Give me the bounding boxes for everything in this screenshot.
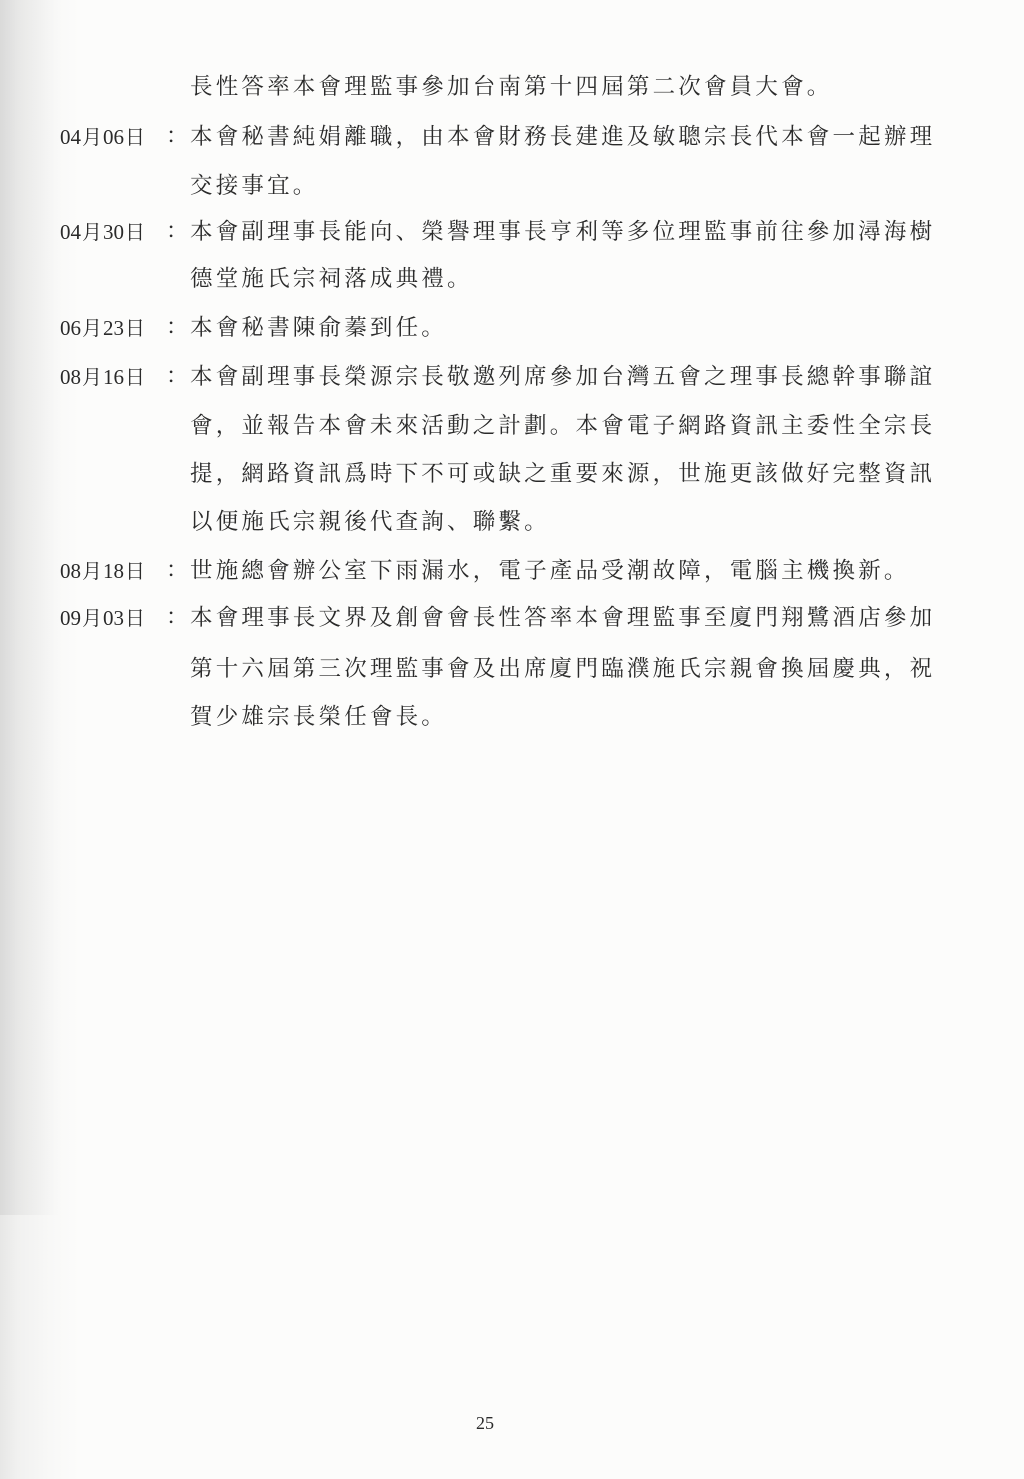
scan-edge-shadow <box>0 0 60 1215</box>
entry-separator: ： <box>166 219 189 244</box>
entry-text-line: 本會副理事長能向、榮譽理事長亨利等多位理監事前往參加潯海樹 <box>190 219 936 245</box>
entry-text-line: 會，並報告本會未來活動之計劃。本會電子網路資訊主委性全宗長 <box>190 413 936 439</box>
entry-month: 06 <box>60 316 81 340</box>
entry-text-line: 德堂施氏宗祠落成典禮。 <box>190 266 473 292</box>
page-number: 25 <box>476 1413 494 1433</box>
month-unit: 月 <box>82 606 102 630</box>
month-unit: 月 <box>82 559 102 583</box>
entry-date <box>60 313 146 343</box>
entry-text-line: 賀少雄宗長榮任會長。 <box>190 704 448 730</box>
entry-date <box>60 217 146 247</box>
month-unit: 月 <box>82 125 102 149</box>
entry-text-line: 本會秘書陳俞蓁到任。 <box>190 315 448 341</box>
entry-day: 06 <box>103 125 124 149</box>
entry-month: 04 <box>60 220 81 244</box>
entry-day: 03 <box>103 606 124 630</box>
month-unit: 月 <box>82 365 102 389</box>
entry-date <box>60 603 146 633</box>
entry-date <box>60 122 146 152</box>
entry-day: 18 <box>103 559 124 583</box>
entry-month: 08 <box>60 365 81 389</box>
entry-text-line: 交接事宜。 <box>190 173 319 199</box>
entry-separator: ： <box>166 364 189 389</box>
entry-text-line: 本會理事長文界及創會會長性答率本會理監事至廈門翔鷺酒店參加 <box>190 605 936 631</box>
entry-text-line: 提，網路資訊爲時下不可或缺之重要來源，世施更該做好完整資訊 <box>190 461 936 487</box>
entry-separator: ： <box>166 315 189 340</box>
entry-month: 09 <box>60 606 81 630</box>
entry-separator: ： <box>166 558 189 583</box>
entry-day: 16 <box>103 365 124 389</box>
entry-text-line: 本會秘書純娟離職，由本會財務長建進及敏聰宗長代本會一起辦理 <box>190 124 936 150</box>
entry-month: 08 <box>60 559 81 583</box>
continuation-line: 長性答率本會理監事參加台南第十四屆第二次會員大會。 <box>190 74 833 100</box>
month-unit: 月 <box>82 220 102 244</box>
entry-month: 04 <box>60 125 81 149</box>
entry-day: 30 <box>103 220 124 244</box>
entry-text-line: 第十六屆第三次理監事會及出席廈門臨濮施氏宗親會換屆慶典，祝 <box>190 656 936 682</box>
month-unit: 月 <box>82 316 102 340</box>
day-unit: 日 <box>125 220 145 244</box>
day-unit: 日 <box>125 316 145 340</box>
day-unit: 日 <box>125 365 145 389</box>
day-unit: 日 <box>125 606 145 630</box>
entry-day: 23 <box>103 316 124 340</box>
entry-text-line: 以便施氏宗親後代查詢、聯繫。 <box>190 509 550 535</box>
entry-date <box>60 556 146 586</box>
entry-date <box>60 362 146 392</box>
day-unit: 日 <box>125 125 145 149</box>
day-unit: 日 <box>125 559 145 583</box>
entry-separator: ： <box>166 605 189 630</box>
entry-text-line: 世施總會辦公室下雨漏水，電子產品受潮故障，電腦主機換新。 <box>190 558 910 584</box>
entry-text-line: 本會副理事長榮源宗長敬邀列席參加台灣五會之理事長總幹事聯誼 <box>190 364 936 390</box>
entry-separator: ： <box>166 124 189 149</box>
